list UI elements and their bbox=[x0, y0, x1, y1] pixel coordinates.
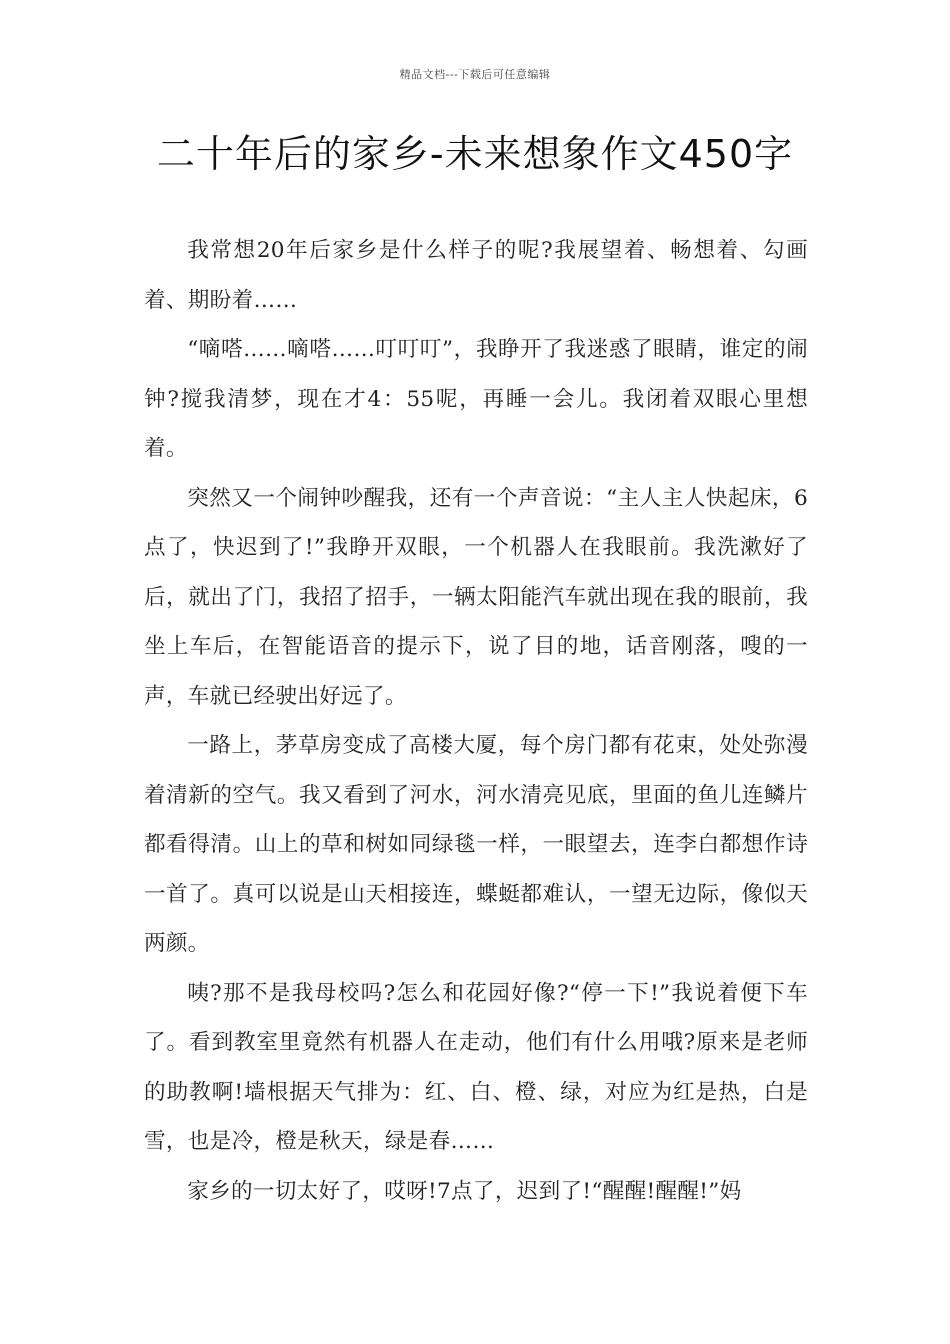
paragraph: 一路上，茅草房变成了高楼大厦，每个房门都有花束，处处弥漫着清新的空气。我又看到了河水，河水清亮见底，里面的鱼儿连鳞片都看得清。山上的草和树如同绿毯一样，一眼望去，连李白都想作诗一首了。真可以说是山天相接连，蝶蜓都难认，一望无边际，像似天两颜。 bbox=[144, 733, 808, 956]
essay-body bbox=[144, 226, 808, 1216]
paragraph: “嘀嗒……嘀嗒……叮叮叮”，我睁开了我迷惑了眼睛，谁定的闹钟?搅我清梦，现在才4：55呢，再睡一会儿。我闭着双眼心里想着。 bbox=[144, 337, 808, 461]
paragraph: 突然又一个闹钟吵醒我，还有一个声音说：“主人主人快起床，6点了，快迟到了!”我睁开双眼，一个机器人在我眼前。我洗漱好了后，就出了门，我招了招手，一辆太阳能汽车就出现在我的眼前，我坐上车后，在智能语音的提示下，说了目的地，话音刚落，嗖的一声，车就已经驶出好远了。 bbox=[144, 485, 808, 709]
paragraph: 咦?那不是我母校吗?怎么和花园好像?“停一下!”我说着便下车了。看到教室里竟然有机器人在走动，他们有什么用哦?原来是老师的助教啊!墙根据天气排为：红、白、橙、绿，对应为红是热，白是雪，也是冷，橙是秋天，绿是春…… bbox=[144, 980, 808, 1154]
header-note: 精品文档---下载后可任意编辑 bbox=[399, 68, 551, 81]
paragraph: 家乡的一切太好了，哎呀!7点了，迟到了!“醒醒!醒醒!”妈 bbox=[187, 1178, 742, 1204]
paragraph: 我常想20年后家乡是什么样子的呢?我展望着、畅想着、勾画着、期盼着…… bbox=[144, 238, 808, 313]
document-title: 二十年后的家乡-未来想象作文450字 bbox=[156, 132, 794, 176]
